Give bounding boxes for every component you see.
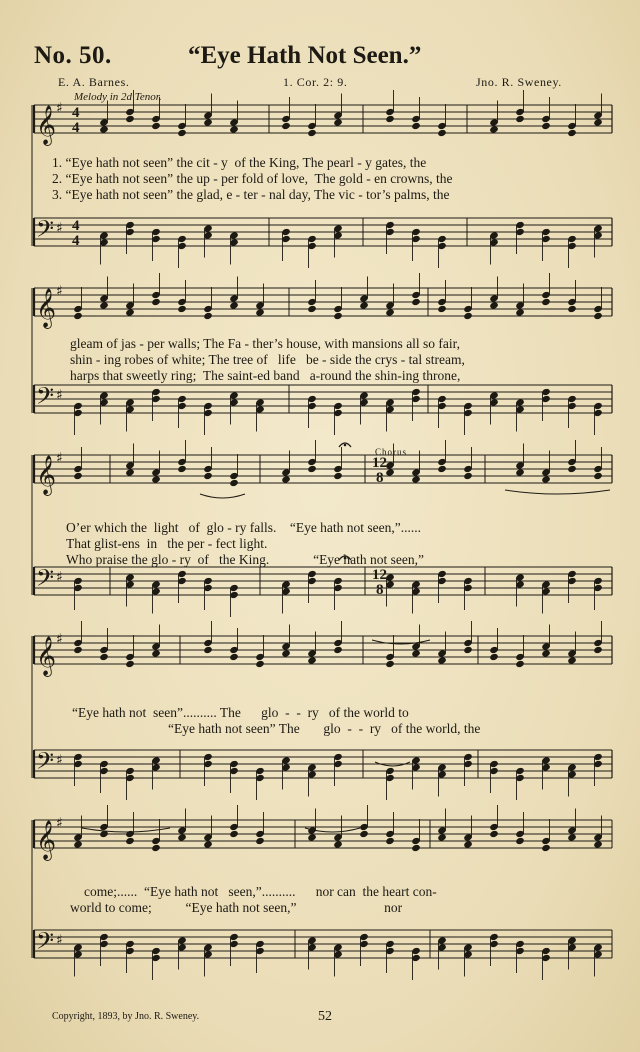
chorus-time-signature-bottom: 8	[376, 470, 384, 486]
note-head	[411, 298, 421, 306]
note-head	[593, 312, 603, 320]
note-head	[333, 312, 343, 320]
note-head	[411, 649, 421, 657]
note-head	[281, 649, 291, 657]
note-head	[593, 646, 603, 654]
slur	[200, 494, 245, 498]
key-signature-sharp: ♯	[56, 631, 63, 648]
treble-clef: 𝄞	[36, 455, 57, 495]
note-head	[359, 301, 369, 309]
time-signature-top: 4	[72, 218, 80, 234]
note-head	[333, 646, 343, 654]
note-head	[99, 653, 109, 661]
key-signature-sharp: ♯	[56, 815, 63, 832]
bass-clef: 𝄢	[36, 382, 55, 415]
note-head	[411, 122, 421, 130]
lyric-line: come;...... “Eye hath not seen,”.......... nor can the heart con-	[84, 884, 437, 899]
note-head	[489, 653, 499, 661]
bass-clef: 𝄢	[36, 747, 55, 780]
note-head	[333, 118, 343, 126]
note-head	[229, 301, 239, 309]
chorus-label: Chorus	[375, 447, 408, 457]
key-signature-sharp: ♯	[56, 569, 63, 586]
note-head	[203, 840, 213, 848]
lyric-line: world to come; “Eye hath not seen,” nor	[70, 900, 403, 915]
note-head	[307, 465, 317, 473]
note-head	[359, 830, 369, 838]
fermata-dot	[344, 444, 347, 447]
lyric-line: 1. “Eye hath not seen” the cit - y of the King, The pearl - y gates, the	[52, 155, 427, 170]
note-head	[125, 468, 135, 476]
note-head	[437, 656, 447, 664]
note-head	[73, 312, 83, 320]
note-head	[73, 472, 83, 480]
note-head	[541, 844, 551, 852]
key-signature-sharp: ♯	[56, 752, 63, 769]
note-head	[281, 122, 291, 130]
lyric-line: “Eye hath not seen” The glo - - ry of the world, the	[168, 721, 481, 736]
time-signature-bottom: 4	[72, 233, 80, 249]
lyric-line: Who praise the glo - ry of the King. “Eye hath not seen,”	[66, 552, 425, 567]
note-head	[593, 118, 603, 126]
note-head	[515, 660, 525, 668]
note-head	[541, 475, 551, 483]
note-head	[229, 830, 239, 838]
key-signature-sharp: ♯	[56, 932, 63, 949]
note-head	[229, 653, 239, 661]
treble-clef: 𝄞	[36, 105, 57, 145]
note-head	[333, 472, 343, 480]
note-head	[567, 656, 577, 664]
lyric-line: O’er which the light of glo - ry falls. “Eye hath not seen,”......	[66, 520, 422, 535]
lyric-line: gleam of jas - per walls; The Fa - ther’s house, with mansions all so fair,	[70, 336, 461, 351]
key-signature-sharp: ♯	[56, 220, 63, 237]
note-head	[307, 129, 317, 137]
note-head	[411, 475, 421, 483]
note-head	[177, 305, 187, 313]
note-head	[125, 660, 135, 668]
note-head	[255, 837, 265, 845]
note-head	[463, 840, 473, 848]
lyric-line: That glist-ens in the per - fect light.	[66, 536, 268, 551]
slur	[505, 490, 610, 494]
note-head	[385, 837, 395, 845]
note-head	[255, 660, 265, 668]
bass-clef: 𝄢	[36, 927, 55, 960]
note-head	[489, 301, 499, 309]
note-head	[515, 115, 525, 123]
chorus-time-signature-bottom: 8	[376, 582, 384, 598]
note-head	[489, 830, 499, 838]
melody-note: Melody in 2d Tenor.	[74, 91, 162, 103]
lyric-line: shin - ing robes of white; The tree of life be - side the crys - tal stream,	[70, 352, 465, 367]
note-head	[385, 660, 395, 668]
note-head	[229, 125, 239, 133]
note-head	[541, 298, 551, 306]
note-head	[177, 833, 187, 841]
note-head	[515, 308, 525, 316]
hymn-number: No. 50.	[34, 42, 112, 69]
note-head	[99, 125, 109, 133]
lyric-line: 2. “Eye hath not seen” the up - per fold of love, The gold - en crowns, the	[52, 171, 453, 186]
note-head	[437, 305, 447, 313]
note-head	[463, 472, 473, 480]
note-head	[437, 465, 447, 473]
note-head	[463, 646, 473, 654]
note-head	[307, 305, 317, 313]
lyric-line: 3. “Eye hath not seen” the glad, e - ter - nal day, The vic - tor’s palms, the	[52, 187, 450, 202]
note-head	[411, 844, 421, 852]
note-head	[151, 844, 161, 852]
key-signature-sharp: ♯	[56, 450, 63, 467]
note-head	[463, 312, 473, 320]
note-head	[515, 468, 525, 476]
lyric-line: harps that sweetly ring; The saint-ed band a-round the shin-ing throne,	[70, 368, 461, 383]
note-head	[125, 837, 135, 845]
note-head	[203, 472, 213, 480]
note-head	[151, 122, 161, 130]
note-head	[437, 129, 447, 137]
treble-clef: 𝄞	[36, 636, 57, 676]
note-head	[281, 475, 291, 483]
note-head	[125, 115, 135, 123]
note-head	[151, 475, 161, 483]
note-head	[151, 649, 161, 657]
note-head	[437, 833, 447, 841]
note-head	[593, 840, 603, 848]
lyricist-credit: E. A. Barnes.	[58, 75, 130, 89]
note-head	[99, 301, 109, 309]
note-head	[593, 472, 603, 480]
copyright-notice: Copyright, 1893, by Jno. R. Sweney.	[52, 1011, 200, 1022]
note-head	[73, 646, 83, 654]
scripture-reference: 1. Cor. 2: 9.	[283, 75, 348, 89]
time-signature-bottom: 4	[72, 120, 80, 136]
note-head	[489, 125, 499, 133]
slur	[82, 828, 170, 832]
hymn-title: “Eye Hath Not Seen.”	[188, 42, 422, 69]
time-signature-top: 4	[72, 105, 80, 121]
note-head	[255, 308, 265, 316]
page-number: 52	[318, 1009, 332, 1024]
note-head	[567, 305, 577, 313]
note-head	[541, 122, 551, 130]
chorus-time-signature-top: 12	[372, 455, 387, 471]
note-head	[177, 465, 187, 473]
bass-clef: 𝄢	[36, 215, 55, 248]
note-head	[515, 837, 525, 845]
note-head	[307, 656, 317, 664]
key-signature-sharp: ♯	[56, 100, 63, 117]
treble-clef: 𝄞	[36, 820, 57, 860]
note-head	[203, 312, 213, 320]
note-head	[125, 308, 135, 316]
key-signature-sharp: ♯	[56, 283, 63, 300]
note-head	[177, 129, 187, 137]
note-head	[333, 840, 343, 848]
note-head	[541, 649, 551, 657]
note-head	[567, 833, 577, 841]
note-head	[567, 129, 577, 137]
chorus-time-signature-top: 12	[372, 567, 387, 583]
bass-clef: 𝄢	[36, 564, 55, 597]
note-head	[385, 115, 395, 123]
lyric-line: “Eye hath not seen”.......... The glo - - ry of the world to	[72, 705, 409, 720]
note-head	[73, 840, 83, 848]
note-head	[151, 298, 161, 306]
treble-clef: 𝄞	[36, 288, 57, 328]
note-head	[203, 118, 213, 126]
key-signature-sharp: ♯	[56, 387, 63, 404]
note-head	[385, 308, 395, 316]
note-head	[203, 646, 213, 654]
composer-credit: Jno. R. Sweney.	[476, 75, 562, 89]
note-head	[229, 479, 239, 487]
note-head	[567, 465, 577, 473]
note-head	[307, 833, 317, 841]
